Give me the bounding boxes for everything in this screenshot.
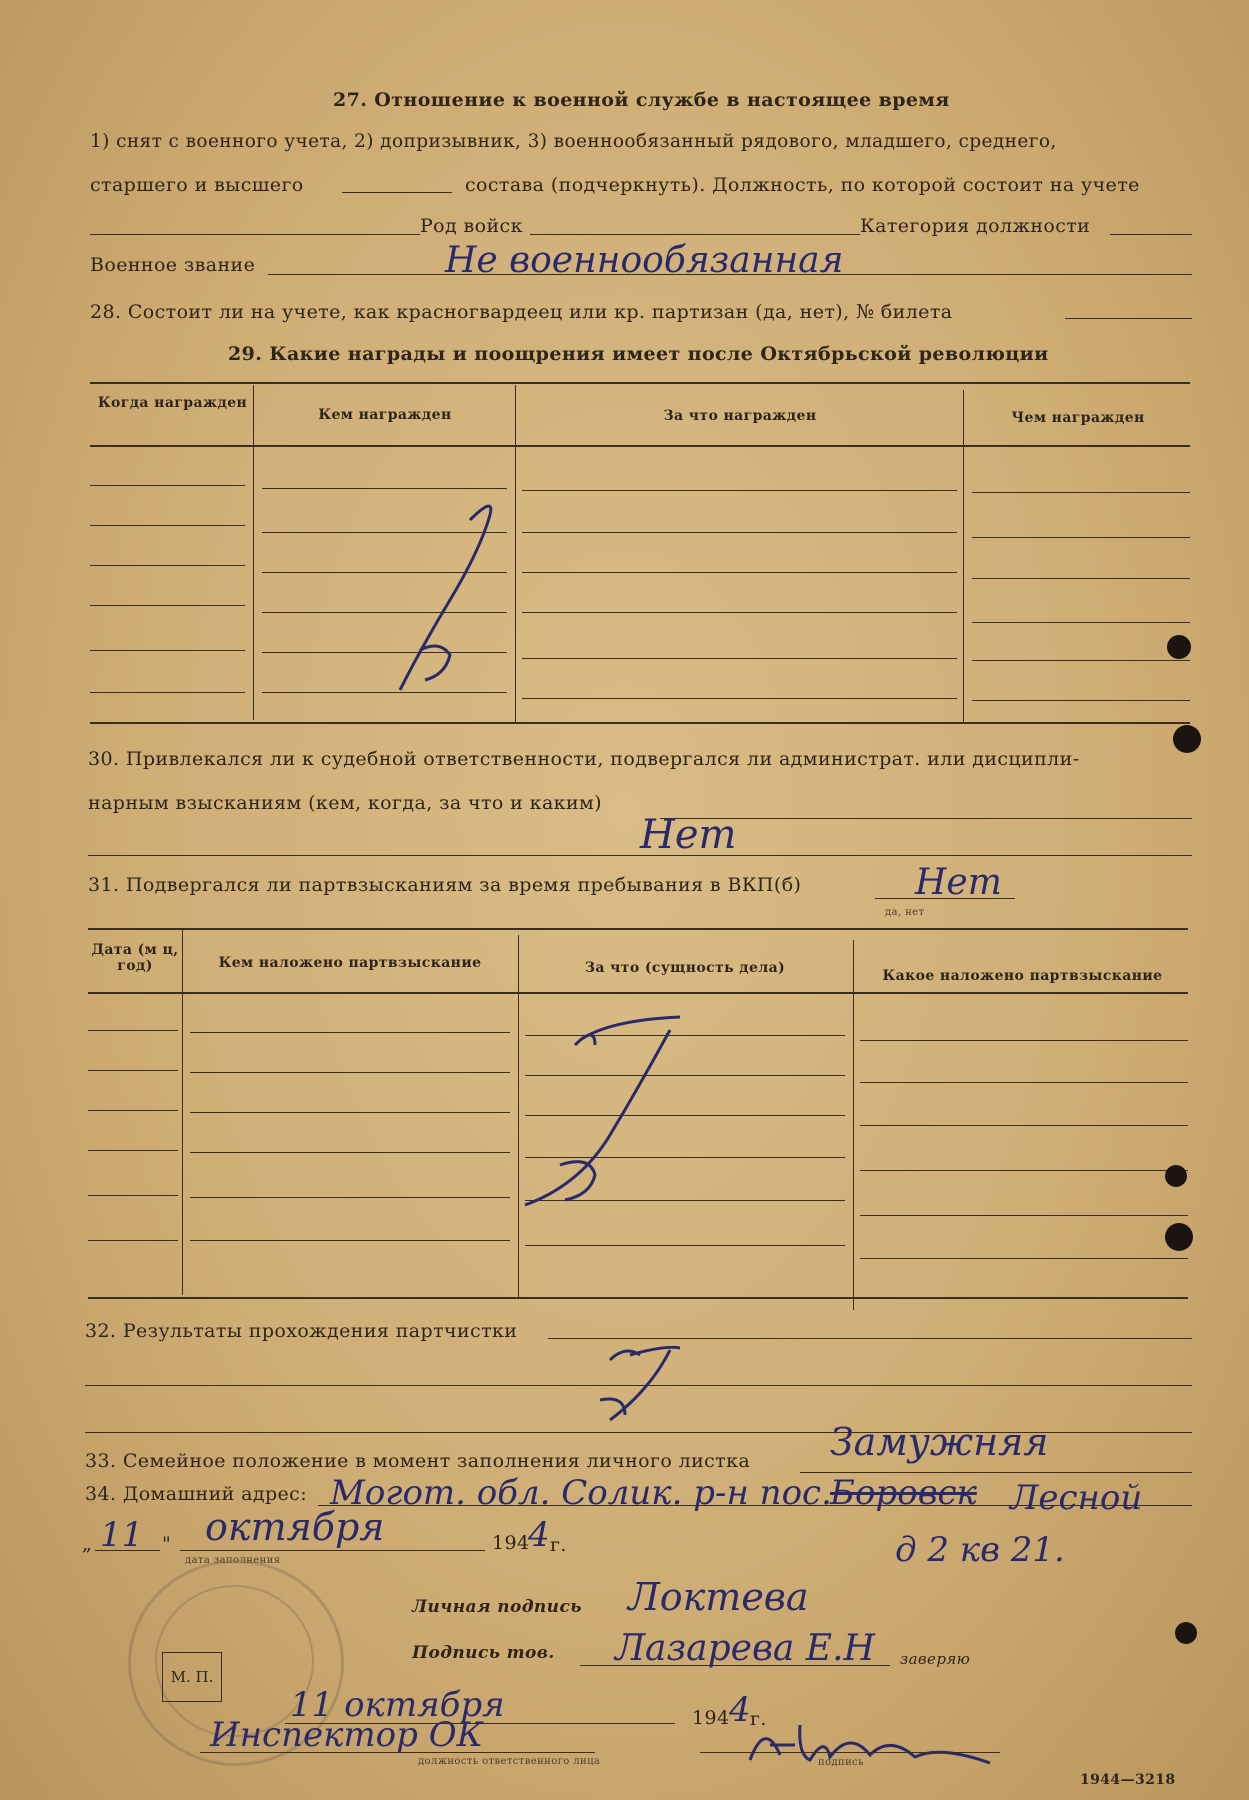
q33-text: 33. Семейное положение в момент заполнения личного листка xyxy=(85,1450,751,1472)
fill-date-year: 194 xyxy=(492,1532,530,1554)
fill-date-year-hand: 4 xyxy=(528,1515,550,1555)
penalty-table-top xyxy=(88,928,1188,930)
personal-signature: Локтева xyxy=(628,1575,809,1619)
personal-signature-label: Личная подпись xyxy=(412,1597,582,1617)
awards-col-sep-1 xyxy=(253,385,254,720)
q27-line2a: старшего и высшего xyxy=(90,174,304,196)
q31-text: 31. Подвергался ли партвзысканиям за время пребывания в ВКП(б) xyxy=(88,874,802,896)
q27-line1: 1) снят с военного учета, 2) допризывник, 3) военнообязанный рядового, младшего, среднего, xyxy=(90,131,1057,152)
certify-label: заверяю xyxy=(900,1650,971,1668)
fill-date-month-underline xyxy=(180,1550,485,1551)
awards-table-bottom xyxy=(90,722,1190,724)
fill-date-quote-close: " xyxy=(162,1533,172,1555)
q27-category-label: Категория должности xyxy=(860,215,1091,237)
awards-col-by-whom: Кем награжден xyxy=(318,407,452,423)
awards-col-for-what: За что награжден xyxy=(663,408,817,424)
q27-branch-label: Род войск xyxy=(420,215,523,237)
certify-year-hand: 4 xyxy=(729,1690,751,1730)
q27-title: 27. Отношение к военной службе в настоящее время xyxy=(333,89,950,111)
stamp-place-box: М. П. xyxy=(162,1652,222,1702)
q27-rank-label: Военное звание xyxy=(90,254,256,276)
q34-address-line1-end: Лесной xyxy=(1010,1478,1143,1518)
comrade-signature: Лазарева Е.Н xyxy=(615,1628,875,1669)
q30-underline-1 xyxy=(660,818,1192,819)
certify-year: 194 xyxy=(692,1707,730,1729)
fill-date-month: октября xyxy=(205,1505,385,1549)
q28-underline xyxy=(1065,318,1192,319)
fill-date-day-underline xyxy=(95,1550,160,1551)
q33-answer: Замужняя xyxy=(830,1420,1049,1464)
fill-date-day: 11 xyxy=(100,1515,144,1555)
penalty-col-by-whom: Кем наложено партвзыскание xyxy=(218,955,482,971)
q32-strike-mark xyxy=(580,1340,690,1430)
penalty-col-sep-3 xyxy=(853,940,854,1310)
footer-code: 1944—3218 xyxy=(1080,1772,1176,1788)
penalty-col-date: Дата (м ц, год) xyxy=(91,942,179,974)
awards-col-sep-3 xyxy=(963,390,964,722)
awards-strike-mark xyxy=(390,490,570,700)
fill-date-quote-open: „ xyxy=(82,1533,93,1555)
q27-line2b: состава (подчеркнуть). Должность, по которой состоит на учете xyxy=(465,174,1140,196)
q29-title: 29. Какие награды и поощрения имеет после Октябрьской революции xyxy=(228,343,1049,365)
q31-answer: Нет xyxy=(915,862,1002,903)
q34-address-struck: Боровск xyxy=(830,1473,977,1513)
q28-text: 28. Состоит ли на учете, как красногвардеец или кр. партизан (да, нет), № билета xyxy=(90,301,953,323)
awards-answer xyxy=(520,560,522,561)
penalty-col-type: Какое наложено партвзыскание xyxy=(882,968,1163,984)
fill-date-g: г. xyxy=(550,1534,567,1556)
fill-date-caption: дата заполнения xyxy=(185,1555,281,1566)
awards-table-top xyxy=(90,382,1190,384)
binder-hole xyxy=(1165,1165,1187,1187)
q32-text: 32. Результаты прохождения партчистки xyxy=(85,1320,518,1342)
penalty-strike-mark xyxy=(520,1015,700,1215)
awards-col-when: Когда награжден xyxy=(97,395,248,411)
responsible-signature-caption: подпись xyxy=(818,1757,865,1768)
q34-address-line1: Могот. обл. Солик. р-н пос. xyxy=(330,1473,832,1513)
binder-hole xyxy=(1175,1622,1197,1644)
q30-line2: нарным взысканиям (кем, когда, за что и каким) xyxy=(88,792,602,814)
penalty-col-sep-1 xyxy=(182,930,183,1295)
q30-answer: Нет xyxy=(640,812,737,858)
binder-hole xyxy=(1165,1223,1193,1251)
awards-col-award: Чем награжден xyxy=(1011,410,1145,426)
comrade-signature-label: Подпись тов. xyxy=(412,1643,555,1663)
q27-duty-underline xyxy=(90,234,420,235)
penalty-col-sep-2 xyxy=(518,935,519,1297)
q27-branch-underline xyxy=(530,234,860,235)
penalty-table-header-bottom xyxy=(88,992,1188,994)
awards-table-header-bottom xyxy=(90,445,1190,447)
q32-underline-1 xyxy=(548,1338,1192,1339)
q32-answer xyxy=(620,1370,622,1371)
responsible-signature-mark xyxy=(740,1715,1000,1785)
q31-hint: да, нет xyxy=(885,907,925,918)
q34-label: 34. Домашний адрес: xyxy=(85,1483,308,1505)
binder-hole xyxy=(1167,635,1191,659)
q27-category-underline xyxy=(1110,234,1192,235)
responsible-position-underline xyxy=(200,1752,595,1753)
q34-address-line2: д 2 кв 21. xyxy=(895,1530,1065,1570)
penalty-col-for-what: За что (сущность дела) xyxy=(584,960,786,976)
q30-line1: 30. Привлекался ли к судебной ответственности, подвергался ли администрат. или дисципли- xyxy=(88,748,1080,770)
binder-hole xyxy=(1173,725,1201,753)
responsible-position: Инспектор ОК xyxy=(210,1715,483,1755)
penalty-table-answer xyxy=(600,1100,602,1101)
certify-date: 11 октября xyxy=(290,1685,505,1725)
responsible-position-caption: должность ответственного лица xyxy=(418,1756,601,1767)
q27-line2-underline xyxy=(342,192,452,193)
certify-g: г. xyxy=(750,1708,767,1730)
penalty-table-bottom xyxy=(88,1297,1188,1299)
responsible-signature-underline xyxy=(700,1752,1000,1753)
q27-rank-value: Не военнообязанная xyxy=(445,240,844,281)
